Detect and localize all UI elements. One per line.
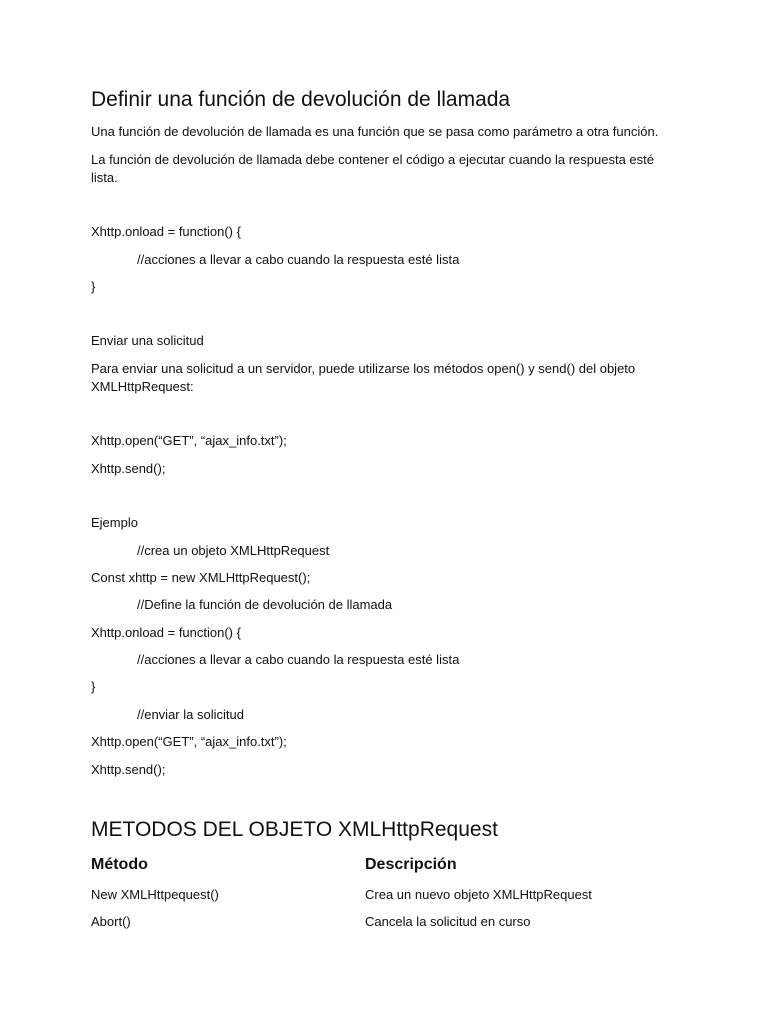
section-heading-methods: METODOS DEL OBJETO XMLHttpRequest: [91, 818, 498, 841]
code-line: Xhttp.open(“GET”, “ajax_info.txt”);: [91, 433, 287, 448]
code-line: }: [91, 279, 96, 294]
code-line: //enviar la solicitud: [137, 707, 244, 722]
code-line: //crea un objeto XMLHttpRequest: [137, 543, 330, 558]
code-line: Xhttp.onload = function() {: [91, 625, 241, 640]
table-cell-method: New XMLHttpequest(): [91, 887, 219, 902]
intro-paragraph-2: La función de devolución de llamada debe contener el código a ejecutar cuando la respuesta esté lista.: [91, 152, 655, 185]
code-line: Xhttp.send();: [91, 461, 166, 476]
table-header-method: Método: [91, 856, 148, 873]
code-line: //acciones a llevar a cabo cuando la respuesta esté lista: [137, 252, 460, 267]
intro-paragraph-1: Una función de devolución de llamada es una función que se pasa como parámetro a otra función.: [91, 124, 659, 139]
table-cell-description: Cancela la solicitud en curso: [365, 914, 531, 929]
section-heading-send: Enviar una solicitud: [91, 333, 204, 348]
table-cell-description: Crea un nuevo objeto XMLHttpRequest: [365, 887, 592, 902]
code-line: //acciones a llevar a cabo cuando la respuesta esté lista: [137, 652, 460, 667]
table-cell-method: Abort(): [91, 914, 131, 929]
code-line: Xhttp.open(“GET”, “ajax_info.txt”);: [91, 734, 287, 749]
page-title: Definir una función de devolución de llamada: [91, 88, 511, 111]
code-line: //Define la función de devolución de llamada: [137, 597, 393, 612]
code-line: Const xhttp = new XMLHttpRequest();: [91, 570, 311, 585]
code-line: Xhttp.onload = function() {: [91, 224, 241, 239]
code-line: Xhttp.send();: [91, 762, 166, 777]
table-header-description: Descripción: [365, 856, 457, 873]
section-heading-example: Ejemplo: [91, 515, 138, 530]
send-paragraph: Para enviar una solicitud a un servidor, puede utilizarse los métodos open() y send() del objeto XMLHttpRequest:: [91, 361, 636, 394]
code-line: }: [91, 679, 96, 694]
